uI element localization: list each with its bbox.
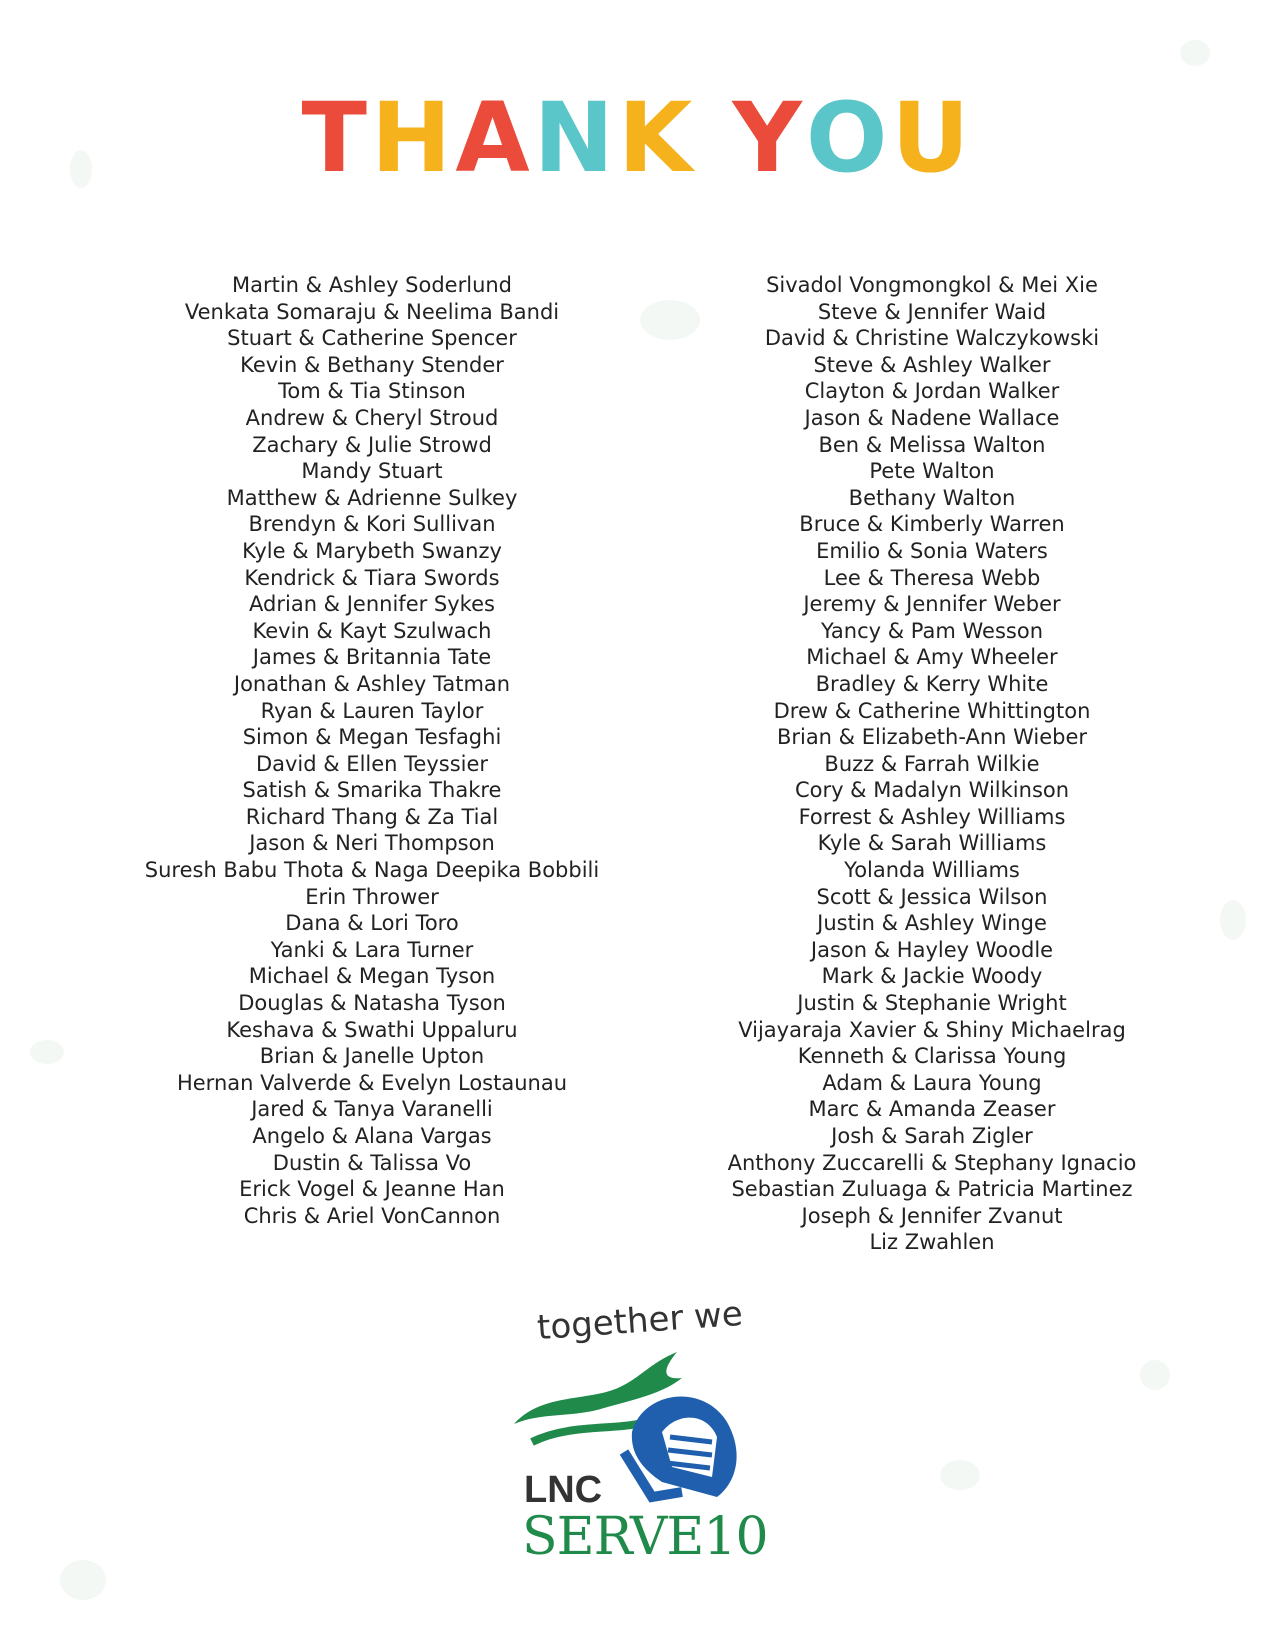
donor-name: Erin Thrower <box>305 884 439 909</box>
donor-name: Forrest & Ashley Williams <box>798 804 1066 829</box>
donor-list-right <box>652 272 1212 1256</box>
donor-name: Clayton & Jordan Walker <box>804 379 1060 404</box>
donor-name: Ben & Melissa Walton <box>818 432 1046 457</box>
donor-name: Jonathan & Ashley Tatman <box>233 671 511 696</box>
donor-name: Brian & Janelle Upton <box>259 1044 485 1069</box>
donor-name: Erick Vogel & Jeanne Han <box>239 1177 505 1202</box>
donor-name: Sebastian Zuluaga & Patricia Martinez <box>731 1177 1133 1202</box>
donor-name: Yancy & Pam Wesson <box>820 618 1044 643</box>
title-letter: Y <box>732 82 806 194</box>
donor-name: Keshava & Swathi Uppaluru <box>226 1017 518 1042</box>
donor-name: Anthony Zuccarelli & Stephany Ignacio <box>727 1150 1137 1175</box>
donor-name: Drew & Catherine Whittington <box>773 698 1091 723</box>
donor-name: Simon & Megan Tesfaghi <box>242 725 502 750</box>
title-letter: U <box>891 82 974 194</box>
donor-name: Yanki & Lara Turner <box>270 937 474 962</box>
donor-name: Hernan Valverde & Evelyn Lostaunau <box>176 1070 568 1095</box>
logo-org: LNC <box>524 1469 603 1511</box>
donor-name: Bruce & Kimberly Warren <box>799 512 1065 537</box>
donor-name: Joseph & Jennifer Zvanut <box>801 1203 1063 1228</box>
donor-name: Kyle & Marybeth Swanzy <box>242 538 502 563</box>
donor-name: Martin & Ashley Soderlund <box>231 273 513 297</box>
title-letter: O <box>805 82 892 194</box>
donor-name: Jared & Tanya Varanelli <box>251 1097 493 1122</box>
donor-name: Buzz & Farrah Wilkie <box>824 751 1040 776</box>
donor-name: Cory & Madalyn Wilkinson <box>794 778 1070 803</box>
donor-name: Justin & Stephanie Wright <box>797 991 1067 1016</box>
logo-program: SERVE10 <box>522 1507 768 1567</box>
title-letter: H <box>371 82 456 194</box>
donor-name: Kevin & Kayt Szulwach <box>252 618 492 643</box>
title-letter: N <box>533 82 618 194</box>
donor-name: Mandy Stuart <box>301 459 443 484</box>
donor-name: Jason & Hayley Woodle <box>810 937 1054 962</box>
donor-name: Adam & Laura Young <box>822 1070 1042 1095</box>
donor-name: Jason & Nadene Wallace <box>804 405 1060 430</box>
background-speckle <box>30 1040 64 1064</box>
donor-name: Pete Walton <box>869 459 995 484</box>
donor-name: Kenneth & Clarissa Young <box>797 1044 1067 1069</box>
page-title <box>0 82 1275 194</box>
logo-tagline: together we <box>535 1293 745 1349</box>
donor-name: Angelo & Alana Vargas <box>252 1124 492 1148</box>
donor-name: Kyle & Sarah Williams <box>817 831 1047 856</box>
donor-name: Andrew & Cheryl Stroud <box>245 405 499 430</box>
donor-name: David & Christine Walczykowski <box>764 326 1100 351</box>
donor-name: Zachary & Julie Strowd <box>252 432 492 457</box>
donor-name: Emilio & Sonia Waters <box>816 538 1048 563</box>
donor-name: Bethany Walton <box>848 485 1016 510</box>
donor-name: Jason & Neri Thompson <box>249 831 495 856</box>
donor-name: Venkata Somaraju & Neelima Bandi <box>184 299 560 324</box>
donor-name: Yolanda Williams <box>844 858 1020 883</box>
background-speckle <box>1140 1360 1170 1390</box>
donor-name: Matthew & Adrienne Sulkey <box>226 485 518 510</box>
donor-name: Michael & Amy Wheeler <box>806 645 1058 670</box>
donor-list-left <box>92 272 652 1229</box>
donor-name: Jeremy & Jennifer Weber <box>803 592 1061 617</box>
donor-name: Satish & Smarika Thakre <box>242 778 502 803</box>
donor-name: Dustin & Talissa Vo <box>272 1150 472 1175</box>
donor-name: David & Ellen Teyssier <box>255 751 489 776</box>
donor-name: Lee & Theresa Webb <box>823 565 1041 590</box>
donor-name: Liz Zwahlen <box>869 1230 995 1255</box>
donor-name: Steve & Jennifer Waid <box>817 299 1047 324</box>
donor-name: Steve & Ashley Walker <box>813 352 1051 377</box>
donor-name: Scott & Jessica Wilson <box>816 884 1048 909</box>
donor-name: Ryan & Lauren Taylor <box>260 698 484 723</box>
lnc-serve10-logo <box>512 1282 768 1568</box>
background-speckle <box>60 1560 106 1600</box>
title-letter: T <box>301 82 372 194</box>
title-letter: K <box>618 82 697 194</box>
background-speckle <box>1180 40 1210 66</box>
donor-name: Douglas & Natasha Tyson <box>238 991 506 1016</box>
donor-name: Tom & Tia Stinson <box>278 379 466 404</box>
donor-name: Michael & Megan Tyson <box>248 964 496 989</box>
knight-helmet-icon <box>624 1397 737 1497</box>
donor-name: Suresh Babu Thota & Naga Deepika Bobbili <box>144 858 600 883</box>
donor-name: Kevin & Bethany Stender <box>240 352 504 377</box>
title-letter: A <box>455 82 534 194</box>
donor-name: Richard Thang & Za Tial <box>245 804 499 829</box>
donor-name: Dana & Lori Toro <box>285 911 459 936</box>
donor-name: Bradley & Kerry White <box>815 671 1049 696</box>
donor-name: James & Britannia Tate <box>252 645 492 670</box>
donor-name: Josh & Sarah Zigler <box>831 1124 1033 1148</box>
donor-name: Brendyn & Kori Sullivan <box>248 512 496 537</box>
donor-name: Kendrick & Tiara Swords <box>244 565 500 590</box>
background-speckle <box>940 1460 980 1490</box>
donor-name: Chris & Ariel VonCannon <box>243 1203 501 1228</box>
donor-name: Sivadol Vongmongkol & Mei Xie <box>766 273 1098 297</box>
donor-name: Vijayaraja Xavier & Shiny Michaelrag <box>738 1017 1126 1042</box>
background-speckle <box>1220 900 1246 940</box>
donor-name: Mark & Jackie Woody <box>821 964 1043 989</box>
donor-name: Marc & Amanda Zeaser <box>808 1097 1056 1122</box>
donor-name: Adrian & Jennifer Sykes <box>249 592 495 617</box>
donor-name: Brian & Elizabeth-Ann Wieber <box>776 725 1088 750</box>
donor-name: Stuart & Catherine Spencer <box>227 326 517 351</box>
donor-name: Justin & Ashley Winge <box>817 911 1047 936</box>
